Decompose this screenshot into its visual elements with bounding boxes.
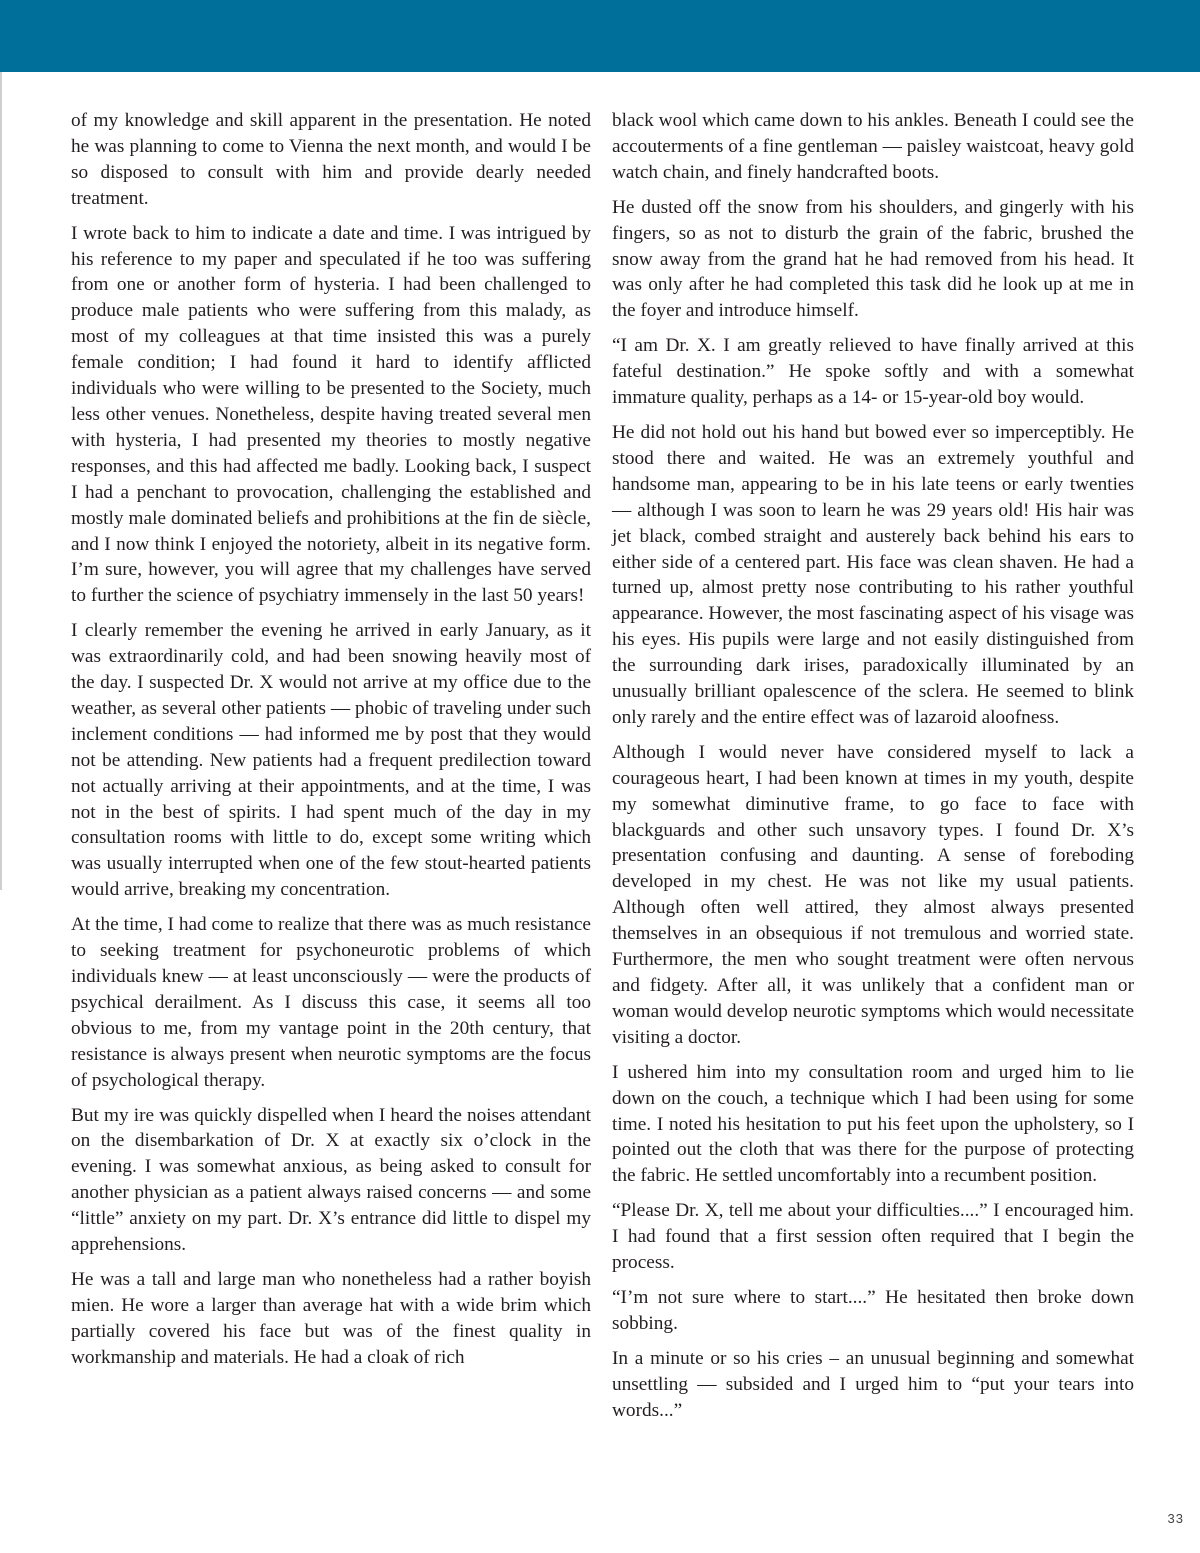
paragraph: In a minute or so his cries – an unusual beginning and somewhat unsettling — subsided and I urged him to “put your tears into words...”	[612, 1347, 1134, 1421]
paragraph: “Please Dr. X, tell me about your difficulties....” I encouraged him. I had found that a first session often required that I begin the process.	[612, 1200, 1134, 1274]
header-banner	[0, 0, 1200, 72]
paragraph: Although I would never have considered myself to lack a courageous heart, I had been known at times in my youth, despite my somewhat diminutive frame, to go face to face with blackguards and other such unsavory types. I found Dr. X’s presentation confusing and daunting. A sense of foreboding developed in my chest. He was not like my usual patients. Although often well attired, they almost always presented themselves in an obsequious if not tremulous and worried state. Furthermore, the men who sought treatment were often nervous and fidgety. After all, it was unlikely that a confident man or woman would develop neurotic symptoms which would necessitate visiting a doctor.	[612, 741, 1134, 1048]
paragraph: I ushered him into my consultation room and urged him to lie down on the couch, a technique which I had been using for some time. I noted his hesitation to put his feet upon the upholstery, so I pointed out the cloth that was there for the purpose of protecting the fabric. He settled uncomfortably into a recumbent position.	[612, 1061, 1134, 1187]
paragraph: I wrote back to him to indicate a date and time. I was intrigued by his reference to my paper and speculated if he too was suffering from one or another form of hysteria. I had been challenged to produce male patients who were suffering from this malady, as most of my colleagues at that time insisted this was a purely female condition; I had found it hard to identify afflicted individuals who were willing to be presented to the Society, much less other venues. Nonetheless, despite having treated several men with hysteria, I had presented my theories to mostly negative responses, and this had affected me badly. Looking back, I suspect I had a penchant to provocation, challenging the established and mostly male dominated beliefs and prohibitions at the fin de siècle, and I now think I enjoyed the notoriety, albeit in its negative form. I’m sure, however, you will agree that my challenges have served to further the science of psychiatry immensely in the last 50 years!	[71, 222, 591, 607]
page-number: 33	[1167, 1511, 1184, 1526]
paragraph: He did not hold out his hand but bowed ever so imperceptibly. He stood there and waited. He was an extremely youthful and handsome man, appearing to be in his late teens or early twenties — although I was soon to learn he was 29 years old! His hair was jet black, combed straight and austerely back behind his ears to either side of a centered part. His face was clean shaven. He had a turned up, almost pretty nose contributing to his rather youthful appearance. However, the most fascinating aspect of his visage was his eyes. His pupils were large and not easily distinguished from the surrounding dark irises, paradoxically illuminated by an unusually brilliant opalescence of the sclera. He seemed to blink only rarely and the entire effect was of lazaroid aloofness.	[612, 421, 1134, 728]
paragraph: He dusted off the snow from his shoulders, and gingerly with his fingers, so as not to disturb the grain of the fabric, brushed the snow away from the grand hat he had removed from his head. It was only after he had completed this task did he look up at me in the foyer and introduce himself.	[612, 196, 1134, 322]
paragraph: black wool which came down to his ankles. Beneath I could see the accouterments of a fine gentleman — paisley waistcoat, heavy gold watch chain, and finely handcrafted boots.	[612, 110, 1134, 183]
paragraph: “I am Dr. X. I am greatly relieved to have finally arrived at this fateful destination.” He spoke softly and with a somewhat immature quality, perhaps as a 14- or 15-year-old boy would.	[612, 335, 1134, 409]
left-text-column	[71, 108, 591, 1380]
paragraph: At the time, I had come to realize that there was as much resistance to seeking treatment for psychoneurotic problems of which individuals knew — at least unconsciously — were the products of psychical derailment. As I discuss this case, it seems all too obvious to me, from my vantage point in the 20th century, that resistance is always present when neurotic symptoms are the focus of psychological therapy.	[71, 914, 591, 1091]
right-text-column	[612, 108, 1134, 1433]
paragraph: “I’m not sure where to start....” He hesitated then broke down sobbing.	[612, 1286, 1134, 1334]
paragraph: He was a tall and large man who nonetheless had a rather boyish mien. He wore a larger than average hat with a wide brim which partially covered his face but was of the finest quality in workmanship and materials. He had a cloak of rich	[71, 1268, 591, 1368]
paragraph: I clearly remember the evening he arrived in early January, as it was extraordinarily cold, and had been snowing heavily most of the day. I suspected Dr. X would not arrive at my office due to the weather, as several other patients — phobic of traveling under such inclement conditions — had informed me by post that they would not be attending. New patients had a frequent predilection toward not actually arriving at their appointments, and at the time, I was not in the best of spirits. I had spent much of the day in my consultation rooms with little to do, except some writing which was usually interrupted when one of the few stout-hearted patients would arrive, breaking my concentration.	[71, 620, 591, 901]
paragraph: But my ire was quickly dispelled when I heard the noises attendant on the disembarkation of Dr. X at exactly six o’clock in the evening. I was somewhat anxious, as being asked to consult for another physician as a patient always raised concerns — and some “little” anxiety on my part. Dr. X’s entrance did little to dispel my apprehensions.	[71, 1104, 591, 1256]
paragraph: of my knowledge and skill apparent in the presentation. He noted he was planning to come to Vienna the next month, and would I be so disposed to consult with him and provide dearly needed treatment.	[71, 110, 591, 209]
margin-rule	[0, 72, 2, 890]
